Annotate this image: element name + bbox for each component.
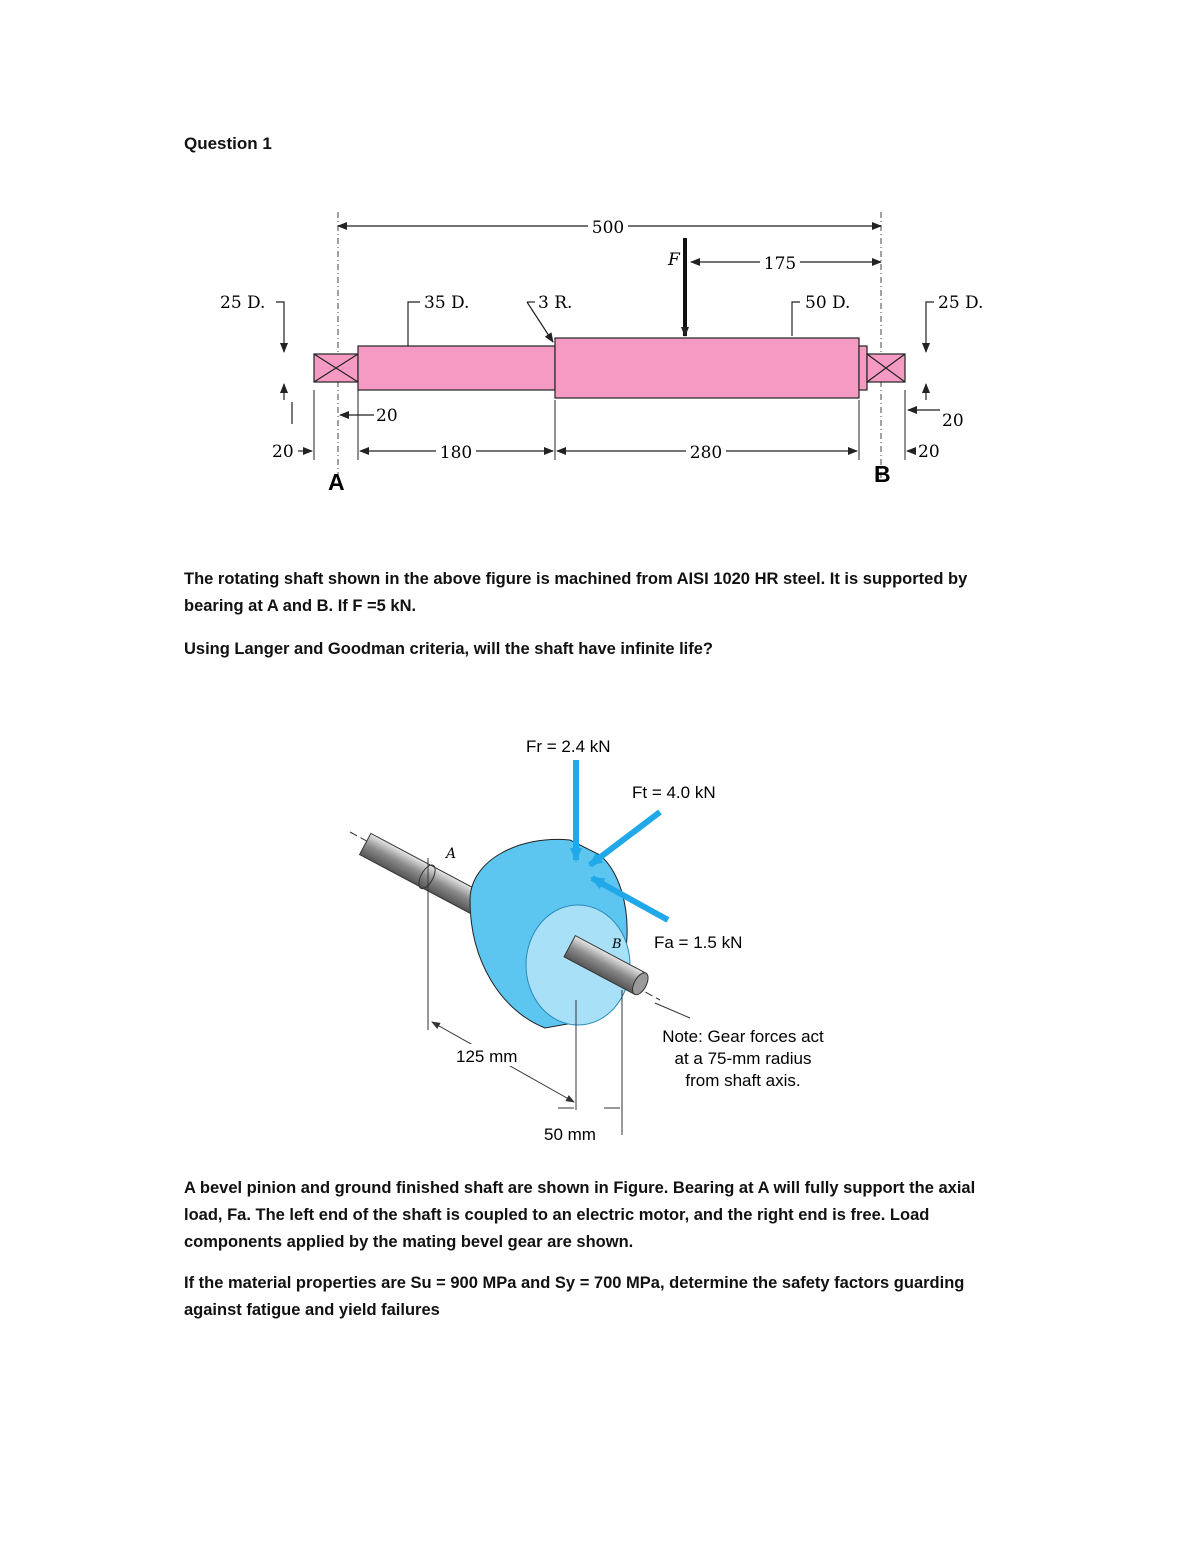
- force-ft-label: Ft = 4.0 kN: [632, 783, 716, 802]
- force-f-label: F: [668, 250, 680, 270]
- dim-175-label: 175: [763, 254, 797, 274]
- shaft-body: [314, 338, 905, 398]
- force-fr-label: Fr = 2.4 kN: [526, 737, 611, 756]
- dim-3r-label: 3 R.: [538, 293, 573, 313]
- large-section: [555, 338, 859, 398]
- dim-25d-right-label: 25 D.: [938, 293, 984, 313]
- dim-280-label: 280: [689, 443, 723, 463]
- problem2-question-line1: If the material properties are Su = 900 MPa and Sy = 700 MPa, determine the safety factors guarding: [184, 1274, 965, 1292]
- problem2-question-line2: against fatigue and yield failures: [184, 1301, 440, 1319]
- gear-note: [662, 1027, 824, 1090]
- dim-180-label: 180: [439, 443, 473, 463]
- bevel-pinion-figure: [340, 725, 860, 1150]
- problem2-question: [184, 1270, 1024, 1324]
- dim-50-label: 50 mm: [544, 1125, 596, 1144]
- dim-25d-left-label: 25 D.: [220, 293, 266, 313]
- support-a-label: A: [328, 469, 345, 495]
- problem1-statement: [184, 566, 1024, 620]
- problem2-line1: A bevel pinion and ground finished shaft are shown in Figure. Bearing at A will fully support the axial: [184, 1179, 976, 1197]
- note-line3: from shaft axis.: [685, 1071, 801, 1090]
- dim-125-label: 125 mm: [456, 1047, 518, 1066]
- point-a-label: A: [446, 846, 457, 862]
- dim-20-right-bearing-label: 20: [918, 442, 940, 462]
- problem1-line2: bearing at A and B. If F =5 kN.: [184, 597, 417, 615]
- problem2-line3: components applied by the mating bevel gear are shown.: [184, 1233, 634, 1251]
- right-shoulder: [859, 346, 867, 390]
- problem2-line2: load, Fa. The left end of the shaft is coupled to an electric motor, and the right end is free. Load: [184, 1206, 930, 1224]
- note-line2: at a 75-mm radius: [674, 1049, 812, 1068]
- problem2-statement: [184, 1175, 1024, 1256]
- bevel-gear: [470, 839, 630, 1028]
- dim-20-right-shoulder-label: 20: [942, 411, 964, 431]
- dim-500-label: 500: [591, 218, 625, 238]
- shaft-figure: [210, 200, 1010, 500]
- problem1-question: Using Langer and Goodman criteria, will the shaft have infinite life?: [184, 640, 713, 658]
- dim-35d-label: 35 D.: [424, 293, 470, 313]
- mid-section: [358, 346, 555, 390]
- question-heading: Question 1: [184, 134, 272, 153]
- dim-20-left-shoulder-label: 20: [376, 406, 398, 426]
- dim-50d-label: 50 D.: [805, 293, 851, 313]
- force-fa-label: Fa = 1.5 kN: [654, 933, 743, 952]
- problem1-line1: The rotating shaft shown in the above figure is machined from AISI 1020 HR steel. It is supported by: [184, 570, 968, 588]
- dim-20-left-bearing-label: 20: [272, 442, 294, 462]
- note-line1: Note: Gear forces act: [662, 1027, 824, 1046]
- force-ft-arrow: [590, 812, 660, 865]
- support-b-label: B: [874, 461, 891, 487]
- point-b-label: B: [612, 937, 622, 952]
